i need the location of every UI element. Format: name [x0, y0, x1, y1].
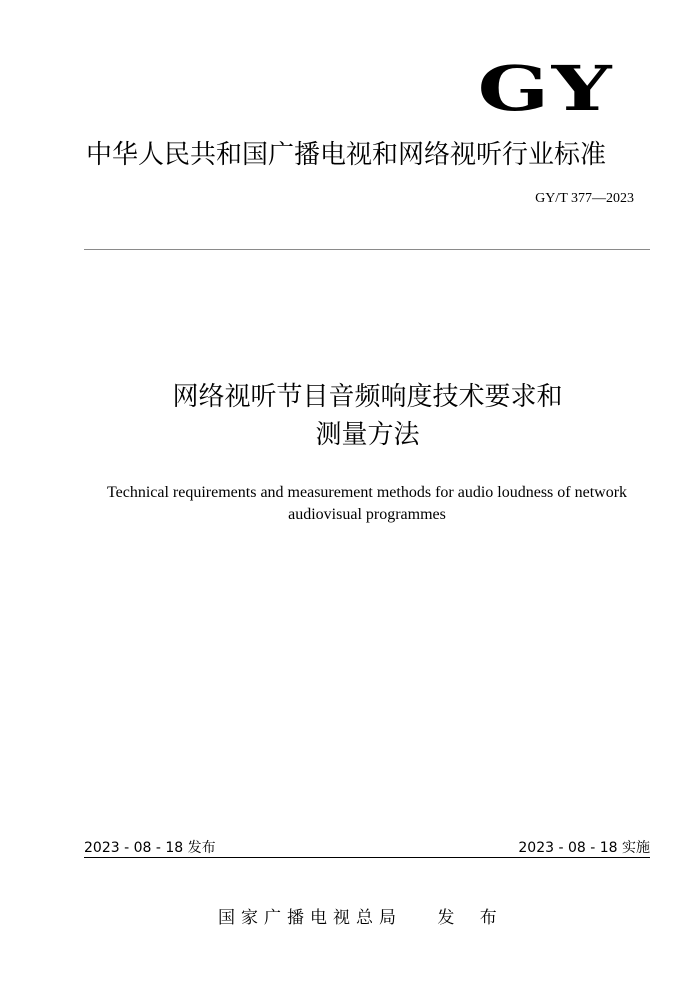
issuer-title: 中华人民共和国广播电视和网络视听行业标准: [86, 140, 607, 170]
chinese-title-line-2: 测量方法: [315, 420, 420, 450]
date-row: [84, 838, 650, 858]
publish-action: 发 布: [437, 908, 507, 928]
english-title-line-2: audiovisual programmes: [288, 506, 446, 523]
publisher-name: 国家广播电视总局: [218, 908, 402, 928]
implementation-date: 2023 - 08 - 18 实施: [518, 840, 650, 856]
english-title-line-1: Technical requirements and measurement methods for audio loudness of network: [106, 484, 628, 501]
gy-logo: GY: [477, 52, 614, 125]
issue-date: 2023 - 08 - 18 发布: [84, 840, 216, 856]
chinese-title-line-1: 网络视听节目音频响度技术要求和: [172, 382, 563, 412]
footer-divider: [84, 857, 650, 858]
chinese-title: [0, 378, 700, 454]
standard-number: GY/T 377—2023: [535, 191, 634, 206]
english-title: [84, 482, 650, 526]
publisher-line: [218, 906, 507, 930]
header-divider: [84, 249, 650, 250]
